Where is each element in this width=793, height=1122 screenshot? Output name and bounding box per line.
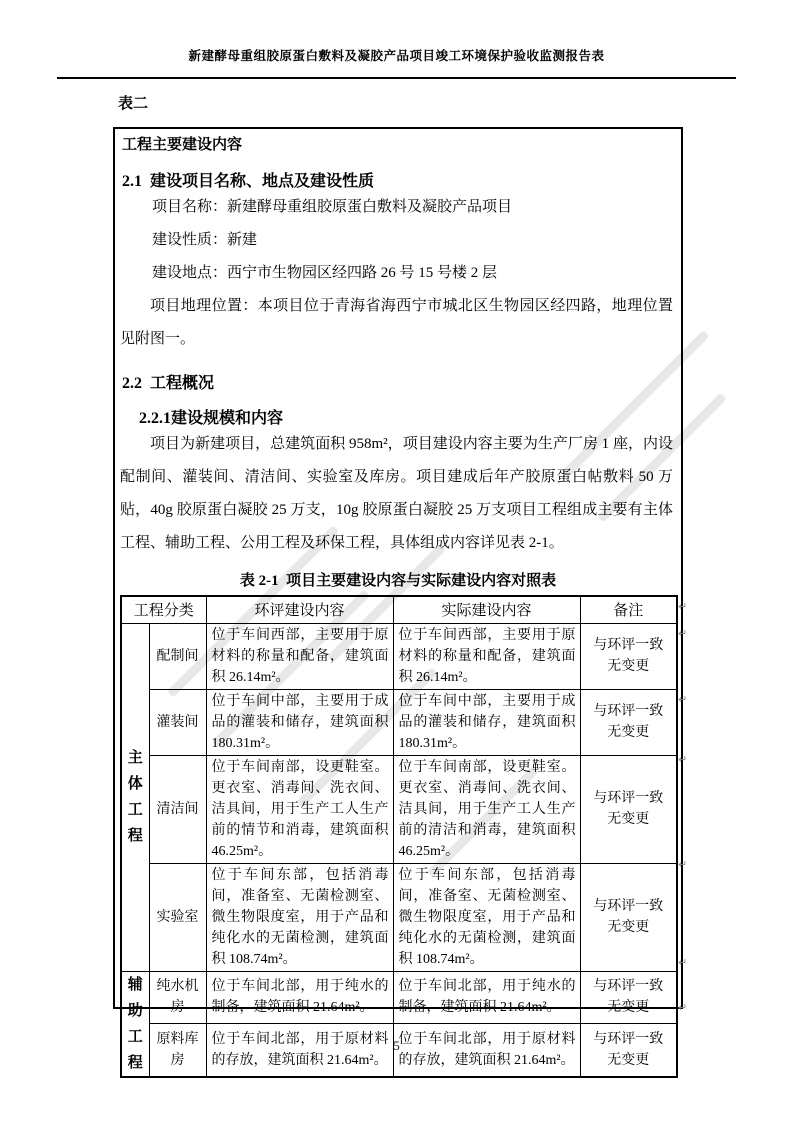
room-name-cell: 原料库房 [149,1023,206,1076]
actual-cell: 位于车间东部，包括消毒间，准备室、无菌检测室、微生物限度室，用于产品和纯化水的无菌检测，建筑面积 108.74m²。 [393,863,580,971]
table-2-1-title: 表 2-1 项目主要建设内容与实际建设内容对照表 [239,573,557,589]
group-label: 辅助工程 [127,976,143,1071]
table-row [121,755,677,863]
content-panel [113,127,688,1071]
paragraph-mark-icon: ↵ [678,627,688,640]
table-header-row [121,596,677,623]
actual-cell: 位于车间中部，主要用于成品的灌装和储存，建筑面积 180.31m²。 [393,689,580,755]
paragraph-mark-icon: ↵ [678,600,688,613]
paragraph-mark-icon: ↵ [678,1001,688,1014]
header-cell-actual: 实际建设内容 [393,596,580,623]
actual-cell: 位于车间北部，用于纯水的制备，建筑面积 21.64m²。 [393,971,580,1023]
room-name-cell: 清洁间 [149,755,206,863]
geo-location-paragraph: 项目地理位置：本项目位于青海省海西宁市城北区生物园区经四路，地理位置见附图一。 [120,298,673,347]
section-2-2-1-heading: 2.2.1建设规模和内容 [139,410,284,427]
section-2-2-heading: 2.2 工程概况 [122,375,215,392]
page-header-title: 新建酵母重组胶原蛋白敷料及凝胶产品项目竣工环境保护验收监测报告表 [188,49,605,63]
eia-cell: 位于车间东部，包括消毒间，准备室、无菌检测室、微生物限度室，用于产品和纯化水的无菌检测，建筑面积 108.74m²。 [206,863,393,971]
section-2-1-heading: 2.1 建设项目名称、地点及建设性质 [122,173,375,190]
header-divider [57,77,736,79]
comparison-table-wrap [120,595,688,1078]
construction-site-line: 建设地点：西宁市生物园区经四路 26 号 15 号楼 2 层 [152,265,498,281]
group-cell-main-works [121,623,149,971]
paragraph-mark-icon: ↵ [678,858,688,871]
page-number: 5 [393,1038,400,1053]
project-name-line: 项目名称：新建酵母重组胶原蛋白敷料及凝胶产品项目 [152,199,513,215]
note-cell: 与环评一致 无变更 [580,623,677,689]
table-row [121,689,677,755]
construction-nature-line: 建设性质：新建 [152,232,258,248]
panel-title: 工程主要建设内容 [122,137,243,153]
paragraph-mark-icon: ↵ [678,693,688,706]
header-cell-category: 工程分类 [121,596,206,623]
table-two-label: 表二 [118,96,149,112]
eia-cell: 位于车间北部，用于纯水的制备，建筑面积 21.64m²。 [206,971,393,1023]
note-cell: 与环评一致 无变更 [580,971,677,1023]
comparison-table [120,595,678,1078]
group-cell-auxiliary-works [121,971,149,1077]
eia-cell: 位于车间南部，设更鞋室。更衣室、消毒间、洗衣间、洁具间，用于生产工人生产前的情节和消毒，建筑面积 46.25m²。 [206,755,393,863]
actual-cell: 位于车间北部，用于原材料的存放，建筑面积 21.64m²。 [393,1023,580,1076]
eia-cell: 位于车间西部，主要用于原材料的称量和配备，建筑面积 26.14m²。 [206,623,393,689]
room-name-cell: 纯水机房 [149,971,206,1023]
note-cell: 与环评一致 无变更 [580,689,677,755]
eia-cell: 位于车间中部，主要用于成品的灌装和储存，建筑面积 180.31m²。 [206,689,393,755]
header-cell-note: 备注 [580,596,677,623]
actual-cell: 位于车间西部，主要用于原材料的称量和配备，建筑面积 26.14m²。 [393,623,580,689]
note-cell: 与环评一致 无变更 [580,863,677,971]
note-cell: 与环评一致 无变更 [580,755,677,863]
note-cell: 与环评一致 无变更 [580,1023,677,1076]
eia-cell: 位于车间北部，用于原材料的存放，建筑面积 21.64m²。 [206,1023,393,1076]
table-row [121,863,677,971]
room-name-cell: 实验室 [149,863,206,971]
room-name-cell: 灌装间 [149,689,206,755]
room-name-cell: 配制间 [149,623,206,689]
table-row [121,623,677,689]
group-label: 主体工程 [127,750,143,844]
table-row [121,971,677,1023]
paragraph-mark-icon: ↵ [678,956,688,969]
actual-cell: 位于车间南部，设更鞋室。更衣室、消毒间、洗衣间、洁具间，用于生产工人生产前的清洁和消毒，建筑面积 46.25m²。 [393,755,580,863]
paragraph-mark-icon: ↵ [678,753,688,766]
scale-content-paragraph: 项目为新建项目，总建筑面积 958m²，项目建设内容主要为生产厂房 1 座，内设配制间、灌装间、清洁间、实验室及库房。项目建成后年产胶原蛋白帖敷料 50 万贴，40g 胶原蛋白凝胶 25 万支，10g 胶原蛋白凝胶 25 万支项目工程组成主要有主体工程、辅助工程、公用工程及环保工程，具体组成内容详见表 2-1。 [120,436,673,551]
header-cell-eia: 环评建设内容 [206,596,393,623]
